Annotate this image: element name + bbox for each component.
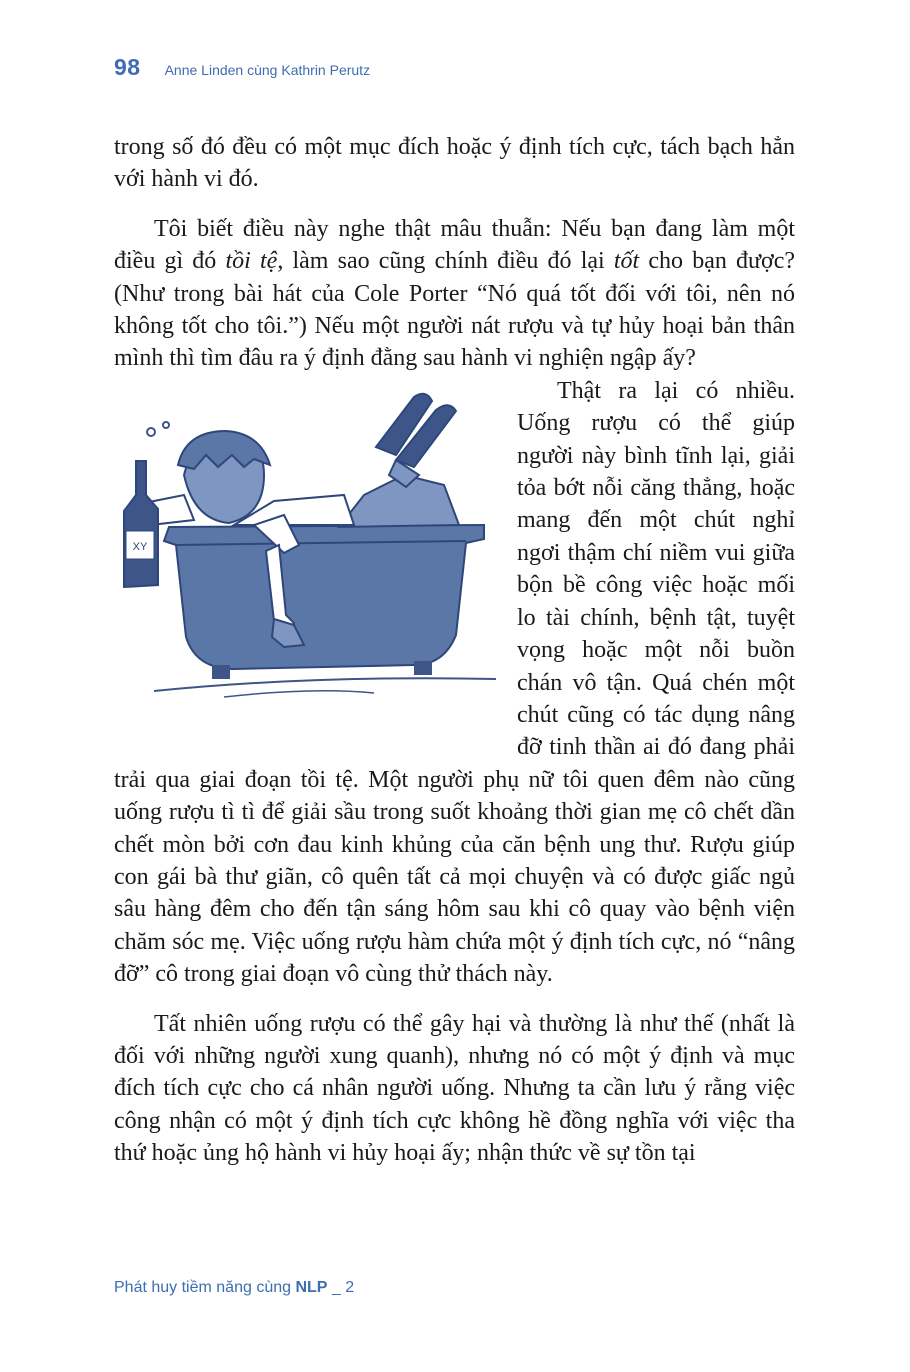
bottle-label: XY: [132, 540, 148, 553]
footer-title: Phát huy tiềm năng cùng: [114, 1279, 292, 1296]
paragraph-3: Thật ra lại có nhiều. Uống rượu có thể giúp người này bình tĩnh lại, giải tỏa bớt nỗi căng thẳng, hoặc mang đến một chút nghỉ ngơi thậm chí niềm vui giữa bộn bề công việc hoặc mối lo tài chính, bệnh tật, tuyệt vọng hoặc một nỗi buồn chán vô tận. Quá chén một chút cũng có tác dụng nâng đỡ tinh thần ai đó đang phải trải qua giai đoạn tồi tệ. Một người phụ nữ tôi quen đêm nào cũng uống rượu tì tì để giải sầu trong suốt khoảng thời gian mẹ cô chết dần chết mòn bởi cơn đau kinh khủng của căn bệnh ung thư. Rượu giúp con gái bà thư giãn, cô quên tất cả mọi chuyện và có được giấc ngủ sâu hàng đêm cho đến tận sáng hôm sau khi cô quay vào bệnh viện chăm sóc mẹ. Việc uống rượu hàm chứa một ý định tích cực, nó “nâng đỡ” cô trong giai đoạn vô cùng thử thách này.: [114, 377, 795, 988]
paragraph-1: trong số đó đều có một mục đích hoặc ý định tích cực, tách bạch hẳn với hành vi đó.: [114, 134, 795, 193]
paragraph-2-italic-2: tốt: [613, 248, 640, 275]
page-footer: [114, 1279, 354, 1297]
body-text: [114, 131, 795, 1170]
paragraph-2-text-2: , làm sao cũng chính điều đó lại: [277, 248, 614, 275]
paragraph-2-italic-1: tồi tệ: [225, 248, 278, 275]
drunk-man-on-desk-illustration: [0, 375, 500, 742]
paragraph-4: Tất nhiên uống rượu có thể gây hại và thường là như thế (nhất là đối với những người xung quanh), nhưng nó có một ý định và mục đích tích cực cho cá nhân người uống. Nhưng ta cần lưu ý rằng việc công nhận có một ý định tích cực không hề đồng nghĩa với việc tha thứ hoặc ủng hộ hành vi hủy hoại ấy; nhận thức về sự tồn tại: [114, 1010, 795, 1167]
running-head-authors: Anne Linden cùng Kathrin Perutz: [164, 62, 371, 78]
page-header: [114, 54, 370, 88]
page-number: 98: [114, 54, 141, 80]
footer-suffix: _ 2: [331, 1279, 355, 1296]
paragraph-2: [114, 213, 795, 375]
paragraph-2-text-3: cho bạn được? (Như trong bài hát của Cole Porter “Nó quá tốt đối với tôi, nên nó không tốt cho tôi.”) Nếu một người nát rượu và tự hủy hoại bản thân mình thì tìm đâu ra ý định đằng sau hành vi nghiện ngập ấy?: [114, 248, 796, 372]
paragraph-2-text-1: Tôi biết điều này nghe thật mâu thuẫn: Nếu bạn đang làm một điều gì đó: [114, 215, 795, 275]
footer-brand: NLP: [295, 1279, 328, 1296]
